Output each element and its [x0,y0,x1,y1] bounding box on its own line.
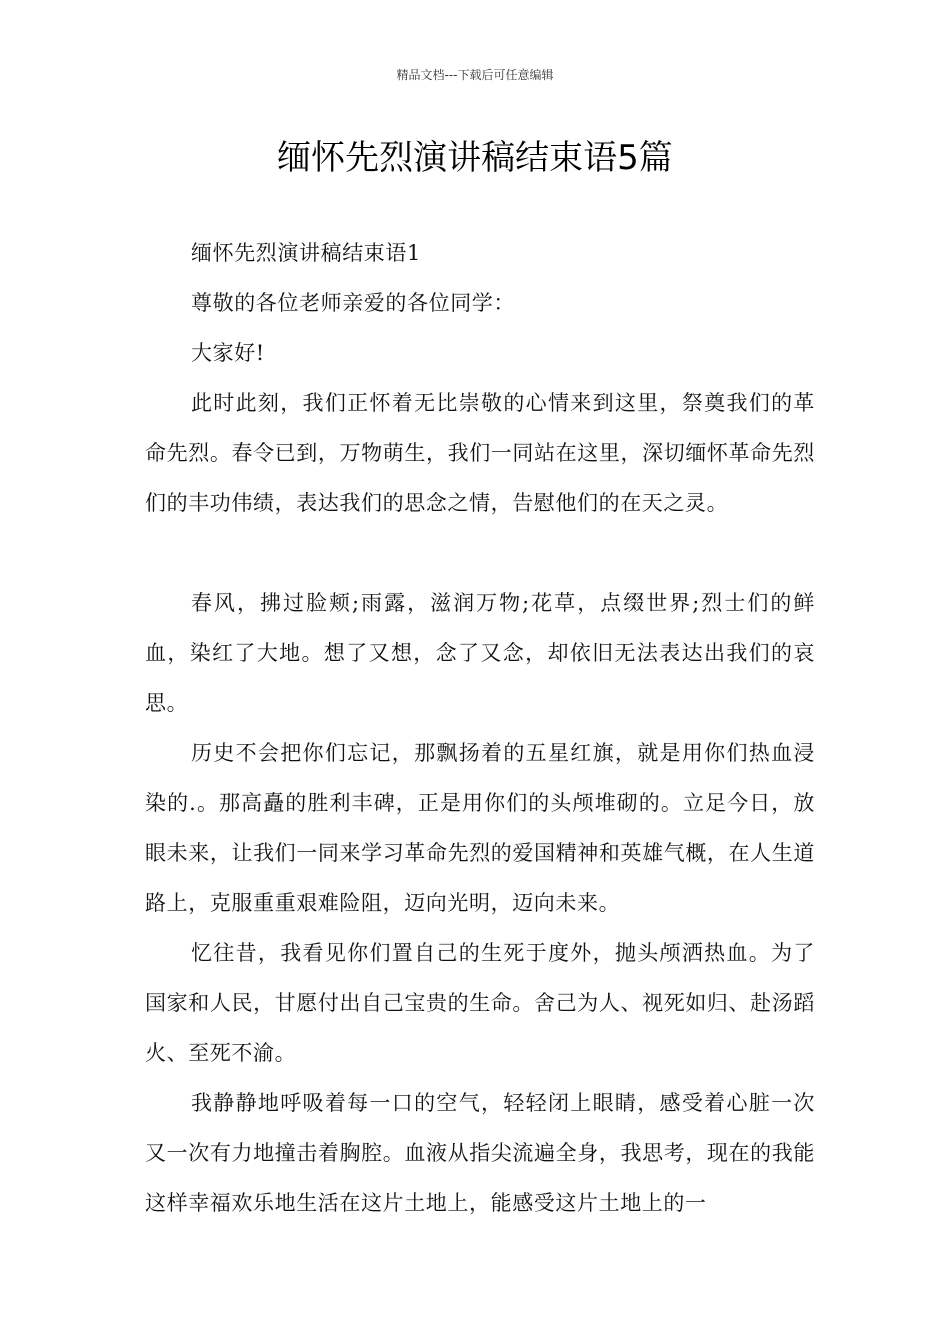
section-heading: 缅怀先烈演讲稿结束语1 [191,241,421,265]
paragraph-2: 春风，拂过脸颊;雨露，滋润万物;花草，点缀世界;烈士们的鲜血，染红了大地。想了又想，念了又念，却依旧无法表达出我们的哀思。 [145,591,815,715]
document-body [145,228,815,1228]
document-title: 缅怀先烈演讲稿结束语5篇 [277,138,673,178]
paragraph-3: 历史不会把你们忘记，那飘扬着的五星红旗，就是用你们热血浸染的.。那高矗的胜利丰碑，正是用你们的头颅堆砌的。立足今日，放眼未来，让我们一同来学习革命先烈的爱国精神和英雄气概，在人生道路上，克服重重艰难险阻，迈向光明，迈向未来。 [145,741,815,915]
greeting: 大家好! [191,341,265,365]
header-note: 精品文档---下载后可任意编辑 [396,68,554,82]
paragraph-spacer [145,528,815,578]
paragraph-4: 忆往昔，我看见你们置自己的生死于度外，抛头颅洒热血。为了国家和人民，甘愿付出自己宝贵的生命。舍己为人、视死如归、赴汤蹈火、至死不渝。 [145,941,815,1065]
paragraph-1: 此时此刻，我们正怀着无比崇敬的心情来到这里，祭奠我们的革命先烈。春令已到，万物萌生，我们一同站在这里，深切缅怀革命先烈们的丰功伟绩，表达我们的思念之情，告慰他们的在天之灵。 [145,391,815,515]
salutation: 尊敬的各位老师亲爱的各位同学： [191,291,515,315]
paragraph-5: 我静静地呼吸着每一口的空气，轻轻闭上眼睛，感受着心脏一次又一次有力地撞击着胸腔。血液从指尖流遍全身，我思考，现在的我能这样幸福欢乐地生活在这片土地上，能感受这片土地上的一 [145,1091,815,1215]
